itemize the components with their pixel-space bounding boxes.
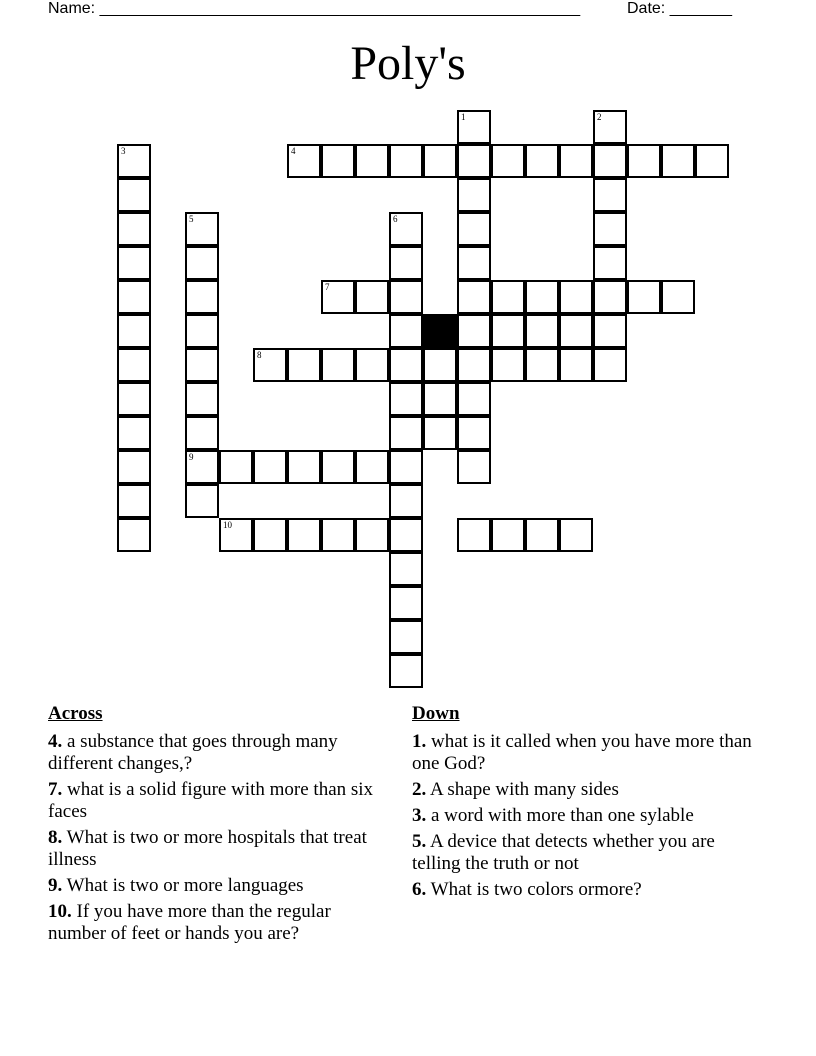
across-heading: Across xyxy=(48,703,103,724)
grid-cell[interactable] xyxy=(185,348,219,382)
grid-cell[interactable] xyxy=(355,518,389,552)
grid-cell[interactable] xyxy=(593,178,627,212)
grid-cell[interactable] xyxy=(457,348,491,382)
clue-number: 5. xyxy=(412,831,427,852)
grid-cell[interactable] xyxy=(525,314,559,348)
grid-cell[interactable] xyxy=(185,280,219,314)
grid-cell[interactable] xyxy=(321,518,355,552)
across-clue xyxy=(48,901,393,945)
grid-cell[interactable] xyxy=(389,246,423,280)
grid-cell[interactable] xyxy=(219,450,253,484)
grid-cell[interactable] xyxy=(457,280,491,314)
grid-cell[interactable] xyxy=(321,450,355,484)
down-clue xyxy=(412,831,757,875)
grid-cell[interactable] xyxy=(287,144,321,178)
grid-cell[interactable] xyxy=(117,382,151,416)
grid-cell[interactable] xyxy=(661,280,695,314)
down-clue xyxy=(412,779,757,801)
grid-cell[interactable] xyxy=(389,552,423,586)
grid-cell[interactable] xyxy=(559,348,593,382)
grid-cell[interactable] xyxy=(423,416,457,450)
grid-cell[interactable] xyxy=(117,212,151,246)
clue-number: 10. xyxy=(48,901,72,922)
grid-cell[interactable] xyxy=(117,246,151,280)
down-clue xyxy=(412,879,757,901)
grid-cell[interactable] xyxy=(457,518,491,552)
grid-cell[interactable] xyxy=(423,144,457,178)
grid-cell[interactable] xyxy=(525,144,559,178)
grid-cell[interactable] xyxy=(389,382,423,416)
clue-text: what is it called when you have more than one God? xyxy=(412,731,752,774)
grid-cell[interactable] xyxy=(117,484,151,518)
grid-cell[interactable] xyxy=(355,348,389,382)
grid-cell[interactable] xyxy=(695,144,729,178)
grid-cell[interactable] xyxy=(423,348,457,382)
grid-cell[interactable] xyxy=(355,280,389,314)
cell-number: 1 xyxy=(461,112,466,122)
grid-cell[interactable] xyxy=(185,212,219,246)
clue-text: what is a solid figure with more than six faces xyxy=(48,779,374,822)
grid-cell[interactable] xyxy=(593,212,627,246)
grid-cell[interactable] xyxy=(559,280,593,314)
grid-cell[interactable] xyxy=(389,518,423,552)
grid-cell[interactable] xyxy=(593,314,627,348)
clue-number: 7. xyxy=(48,779,63,800)
grid-cell[interactable] xyxy=(525,518,559,552)
across-clues xyxy=(48,703,393,949)
grid-cell[interactable] xyxy=(389,144,423,178)
clue-text: What is two or more languages xyxy=(66,875,304,896)
grid-cell[interactable] xyxy=(185,314,219,348)
grid-cell[interactable] xyxy=(593,348,627,382)
clue-number: 2. xyxy=(412,779,427,800)
grid-cell[interactable] xyxy=(457,212,491,246)
grid-cell[interactable] xyxy=(457,246,491,280)
grid-cell[interactable] xyxy=(287,450,321,484)
grid-cell[interactable] xyxy=(355,450,389,484)
grid-cell[interactable] xyxy=(117,450,151,484)
cell-number: 10 xyxy=(223,520,232,530)
grid-cell[interactable] xyxy=(491,348,525,382)
cell-number: 5 xyxy=(189,214,194,224)
clue-text: What is two colors ormore? xyxy=(430,879,642,900)
grid-cell[interactable] xyxy=(185,416,219,450)
down-heading: Down xyxy=(412,703,460,724)
clue-number: 4. xyxy=(48,731,63,752)
grid-cell[interactable] xyxy=(389,484,423,518)
down-clues xyxy=(412,703,757,905)
grid-cell[interactable] xyxy=(457,416,491,450)
grid-cell[interactable] xyxy=(321,280,355,314)
across-clue xyxy=(48,779,393,823)
clue-text: A shape with many sides xyxy=(429,779,619,800)
grid-cell[interactable] xyxy=(185,246,219,280)
clue-number: 1. xyxy=(412,731,427,752)
grid-cell[interactable] xyxy=(457,314,491,348)
grid-cell[interactable] xyxy=(457,110,491,144)
down-clue xyxy=(412,731,757,775)
grid-cell[interactable] xyxy=(185,450,219,484)
clue-text: What is two or more hospitals that treat illness xyxy=(48,827,367,870)
grid-cell[interactable] xyxy=(287,518,321,552)
grid-cell[interactable] xyxy=(117,178,151,212)
grid-cell[interactable] xyxy=(117,416,151,450)
grid-cell[interactable] xyxy=(185,484,219,518)
clue-text: If you have more than the regular number of feet or hands you are? xyxy=(48,901,331,944)
grid-cell[interactable] xyxy=(525,348,559,382)
grid-cell[interactable] xyxy=(389,280,423,314)
cell-number: 3 xyxy=(121,146,126,156)
grid-cell[interactable] xyxy=(321,348,355,382)
cell-number: 9 xyxy=(189,452,194,462)
across-clue xyxy=(48,875,393,897)
grid-cell[interactable] xyxy=(661,144,695,178)
date-field[interactable]: Date: _______ xyxy=(627,0,732,17)
grid-cell[interactable] xyxy=(253,450,287,484)
grid-cell[interactable] xyxy=(457,382,491,416)
grid-cell[interactable] xyxy=(525,280,559,314)
clue-text: a word with more than one sylable xyxy=(431,805,694,826)
grid-cell[interactable] xyxy=(389,212,423,246)
grid-cell[interactable] xyxy=(219,518,253,552)
grid-cell[interactable] xyxy=(491,280,525,314)
grid-cell[interactable] xyxy=(117,314,151,348)
grid-cell[interactable] xyxy=(559,314,593,348)
grid-cell[interactable] xyxy=(185,382,219,416)
cell-number: 6 xyxy=(393,214,398,224)
grid-cell[interactable] xyxy=(117,280,151,314)
cell-number: 2 xyxy=(597,112,602,122)
grid-cell[interactable] xyxy=(389,314,423,348)
grid-cell[interactable] xyxy=(627,144,661,178)
grid-cell[interactable] xyxy=(253,518,287,552)
grid-cell[interactable] xyxy=(321,144,355,178)
grid-cell[interactable] xyxy=(559,518,593,552)
clue-number: 3. xyxy=(412,805,427,826)
grid-cell[interactable] xyxy=(389,416,423,450)
clue-number: 6. xyxy=(412,879,427,900)
grid-cell[interactable] xyxy=(253,348,287,382)
puzzle-title: Poly's xyxy=(350,37,466,90)
cell-number: 7 xyxy=(325,282,330,292)
grid-cell[interactable] xyxy=(389,450,423,484)
across-clue xyxy=(48,731,393,775)
grid-cell[interactable] xyxy=(287,348,321,382)
grid-cell[interactable] xyxy=(389,620,423,654)
grid-cell[interactable] xyxy=(423,382,457,416)
grid-cell[interactable] xyxy=(117,144,151,178)
grid-cell[interactable] xyxy=(491,144,525,178)
grid-cell[interactable] xyxy=(389,586,423,620)
clue-text: a substance that goes through many different changes,? xyxy=(48,731,338,774)
grid-block xyxy=(423,314,457,348)
grid-cell[interactable] xyxy=(117,518,151,552)
clue-text: A device that detects whether you are telling the truth or not xyxy=(412,831,715,874)
name-field[interactable]: Name: ______________________________________________________ xyxy=(48,0,581,17)
grid-cell[interactable] xyxy=(389,654,423,688)
grid-cell[interactable] xyxy=(355,144,389,178)
clue-number: 8. xyxy=(48,827,63,848)
grid-cell[interactable] xyxy=(593,144,627,178)
grid-cell[interactable] xyxy=(457,144,491,178)
grid-cell[interactable] xyxy=(491,518,525,552)
cell-number: 4 xyxy=(291,146,296,156)
clue-number: 9. xyxy=(48,875,63,896)
across-clue xyxy=(48,827,393,871)
grid-cell[interactable] xyxy=(593,280,627,314)
grid-cell[interactable] xyxy=(627,280,661,314)
grid-cell[interactable] xyxy=(457,450,491,484)
grid-cell[interactable] xyxy=(593,246,627,280)
grid-cell[interactable] xyxy=(389,348,423,382)
grid-cell[interactable] xyxy=(457,178,491,212)
grid-cell[interactable] xyxy=(117,348,151,382)
grid-cell[interactable] xyxy=(559,144,593,178)
grid-cell[interactable] xyxy=(491,314,525,348)
down-clue xyxy=(412,805,757,827)
cell-number: 8 xyxy=(257,350,262,360)
grid-cell[interactable] xyxy=(593,110,627,144)
